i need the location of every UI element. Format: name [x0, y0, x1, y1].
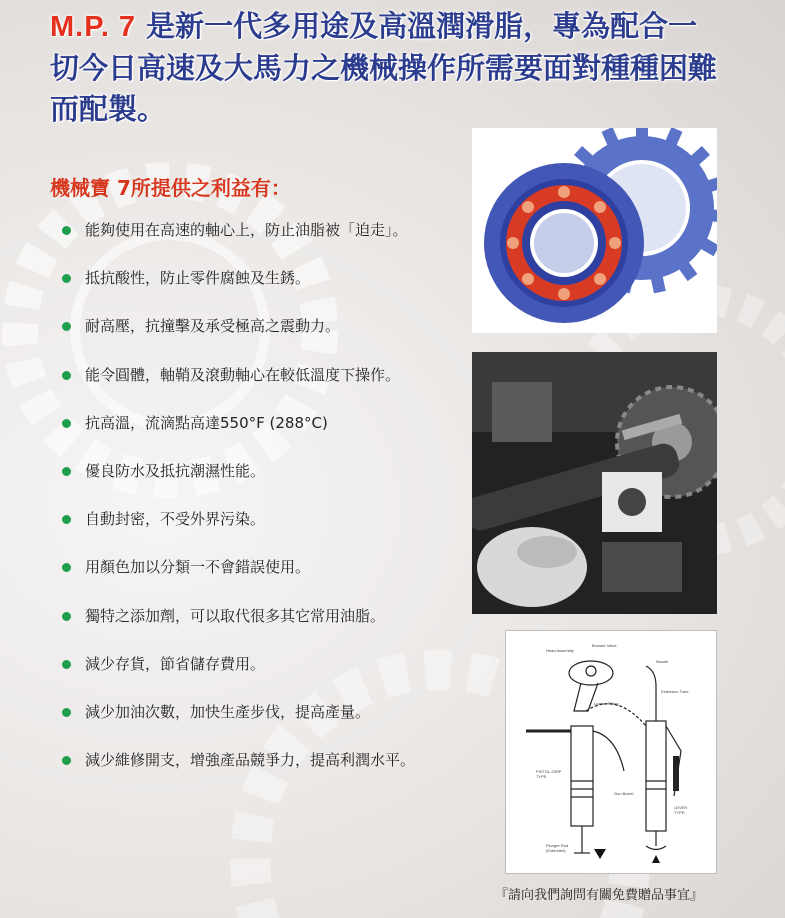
benefit-text: 減少存貨，節省儲存費用。	[85, 654, 266, 673]
benefit-text: 減少維修開支，增強產品競爭力，提高利潤水平。	[85, 751, 416, 770]
benefit-item	[62, 654, 415, 702]
label-pistol-grip-type: PISTOL-GRIP TYPE	[536, 769, 562, 779]
bullet-dot-icon	[62, 226, 71, 235]
benefit-item	[62, 365, 415, 413]
grease-gun-diagram-icon	[506, 631, 716, 873]
headline	[50, 6, 750, 130]
benefit-text: 優良防水及抵抗潮濕性能。	[85, 461, 266, 480]
headline-line-1: 是新一代多用途及高溫潤滑脂，專為配合一	[136, 9, 698, 43]
bearing-illustration	[472, 128, 717, 333]
benefit-text: 減少加油次數，加快生產步伐，提高產量。	[85, 702, 371, 721]
benefit-item	[62, 557, 415, 605]
bullet-dot-icon	[62, 708, 71, 717]
bullet-dot-icon	[62, 756, 71, 765]
benefit-item	[62, 220, 415, 268]
benefit-text: 能令圓體，軸鞘及滾動軸心在較低溫度下操作。	[85, 365, 401, 384]
bearing-icon	[472, 128, 717, 333]
bullet-dot-icon	[62, 660, 71, 669]
label-loader-fitting: Loader Fitting	[594, 701, 619, 706]
machinery-photo-icon	[472, 352, 717, 614]
benefit-item	[62, 606, 415, 654]
benefits-list	[62, 220, 415, 798]
label-lever-type: LEVER TYPE	[674, 805, 688, 815]
headline-line-3: 而配製。	[50, 92, 167, 126]
benefit-text: 耐高壓，抗撞擊及承受極高之震動力。	[85, 317, 341, 336]
benefit-item	[62, 750, 415, 798]
bullet-dot-icon	[62, 612, 71, 621]
benefit-item	[62, 461, 415, 509]
label-head-assembly: Head Assembly	[546, 648, 574, 653]
benefit-item	[62, 413, 415, 461]
free-gift-note: 『請向我們詢問有關免費贈品事宜』	[495, 888, 704, 903]
benefit-item	[62, 702, 415, 750]
benefit-text: 用顏色加以分類一不會錯誤使用。	[85, 558, 311, 577]
benefit-text: 抗高溫，流滴點高達550°F (288°C)	[85, 413, 328, 432]
benefit-item	[62, 509, 415, 557]
bullet-dot-icon	[62, 371, 71, 380]
label-booster-valve: Booster Valve	[592, 643, 617, 648]
benefit-text: 獨特之添加劑，可以取代很多其它常用油脂。	[85, 606, 386, 625]
label-extension-tube: Extension Tube	[661, 689, 689, 694]
label-nozzle: Nozzle	[656, 659, 669, 664]
benefit-text: 抵抗酸性，防止零件腐蝕及生銹。	[85, 269, 311, 288]
benefits-heading: 機械寶 7所提供之利益有：	[50, 176, 291, 200]
bullet-dot-icon	[62, 563, 71, 572]
label-plunger-rod: Plunger Rod (Extended)	[546, 843, 569, 853]
bullet-dot-icon	[62, 322, 71, 331]
label-gun-barrel: Gun Barrel	[614, 791, 634, 796]
benefit-item	[62, 268, 415, 316]
bullet-dot-icon	[62, 419, 71, 428]
grease-gun-photo	[472, 352, 717, 614]
bullet-dot-icon	[62, 274, 71, 283]
bullet-dot-icon	[62, 467, 71, 476]
brand-name: M.P. 7	[50, 11, 137, 43]
benefit-item	[62, 316, 415, 364]
grease-gun-diagram	[505, 630, 717, 874]
benefit-text: 能夠使用在高速的軸心上，防止油脂被「迫走」。	[85, 221, 408, 239]
bullet-dot-icon	[62, 515, 71, 524]
benefit-text: 自動封密，不受外界污染。	[85, 510, 266, 529]
headline-line-2: 切今日高速及大馬力之機械操作所需要面對種種困難	[50, 51, 718, 85]
